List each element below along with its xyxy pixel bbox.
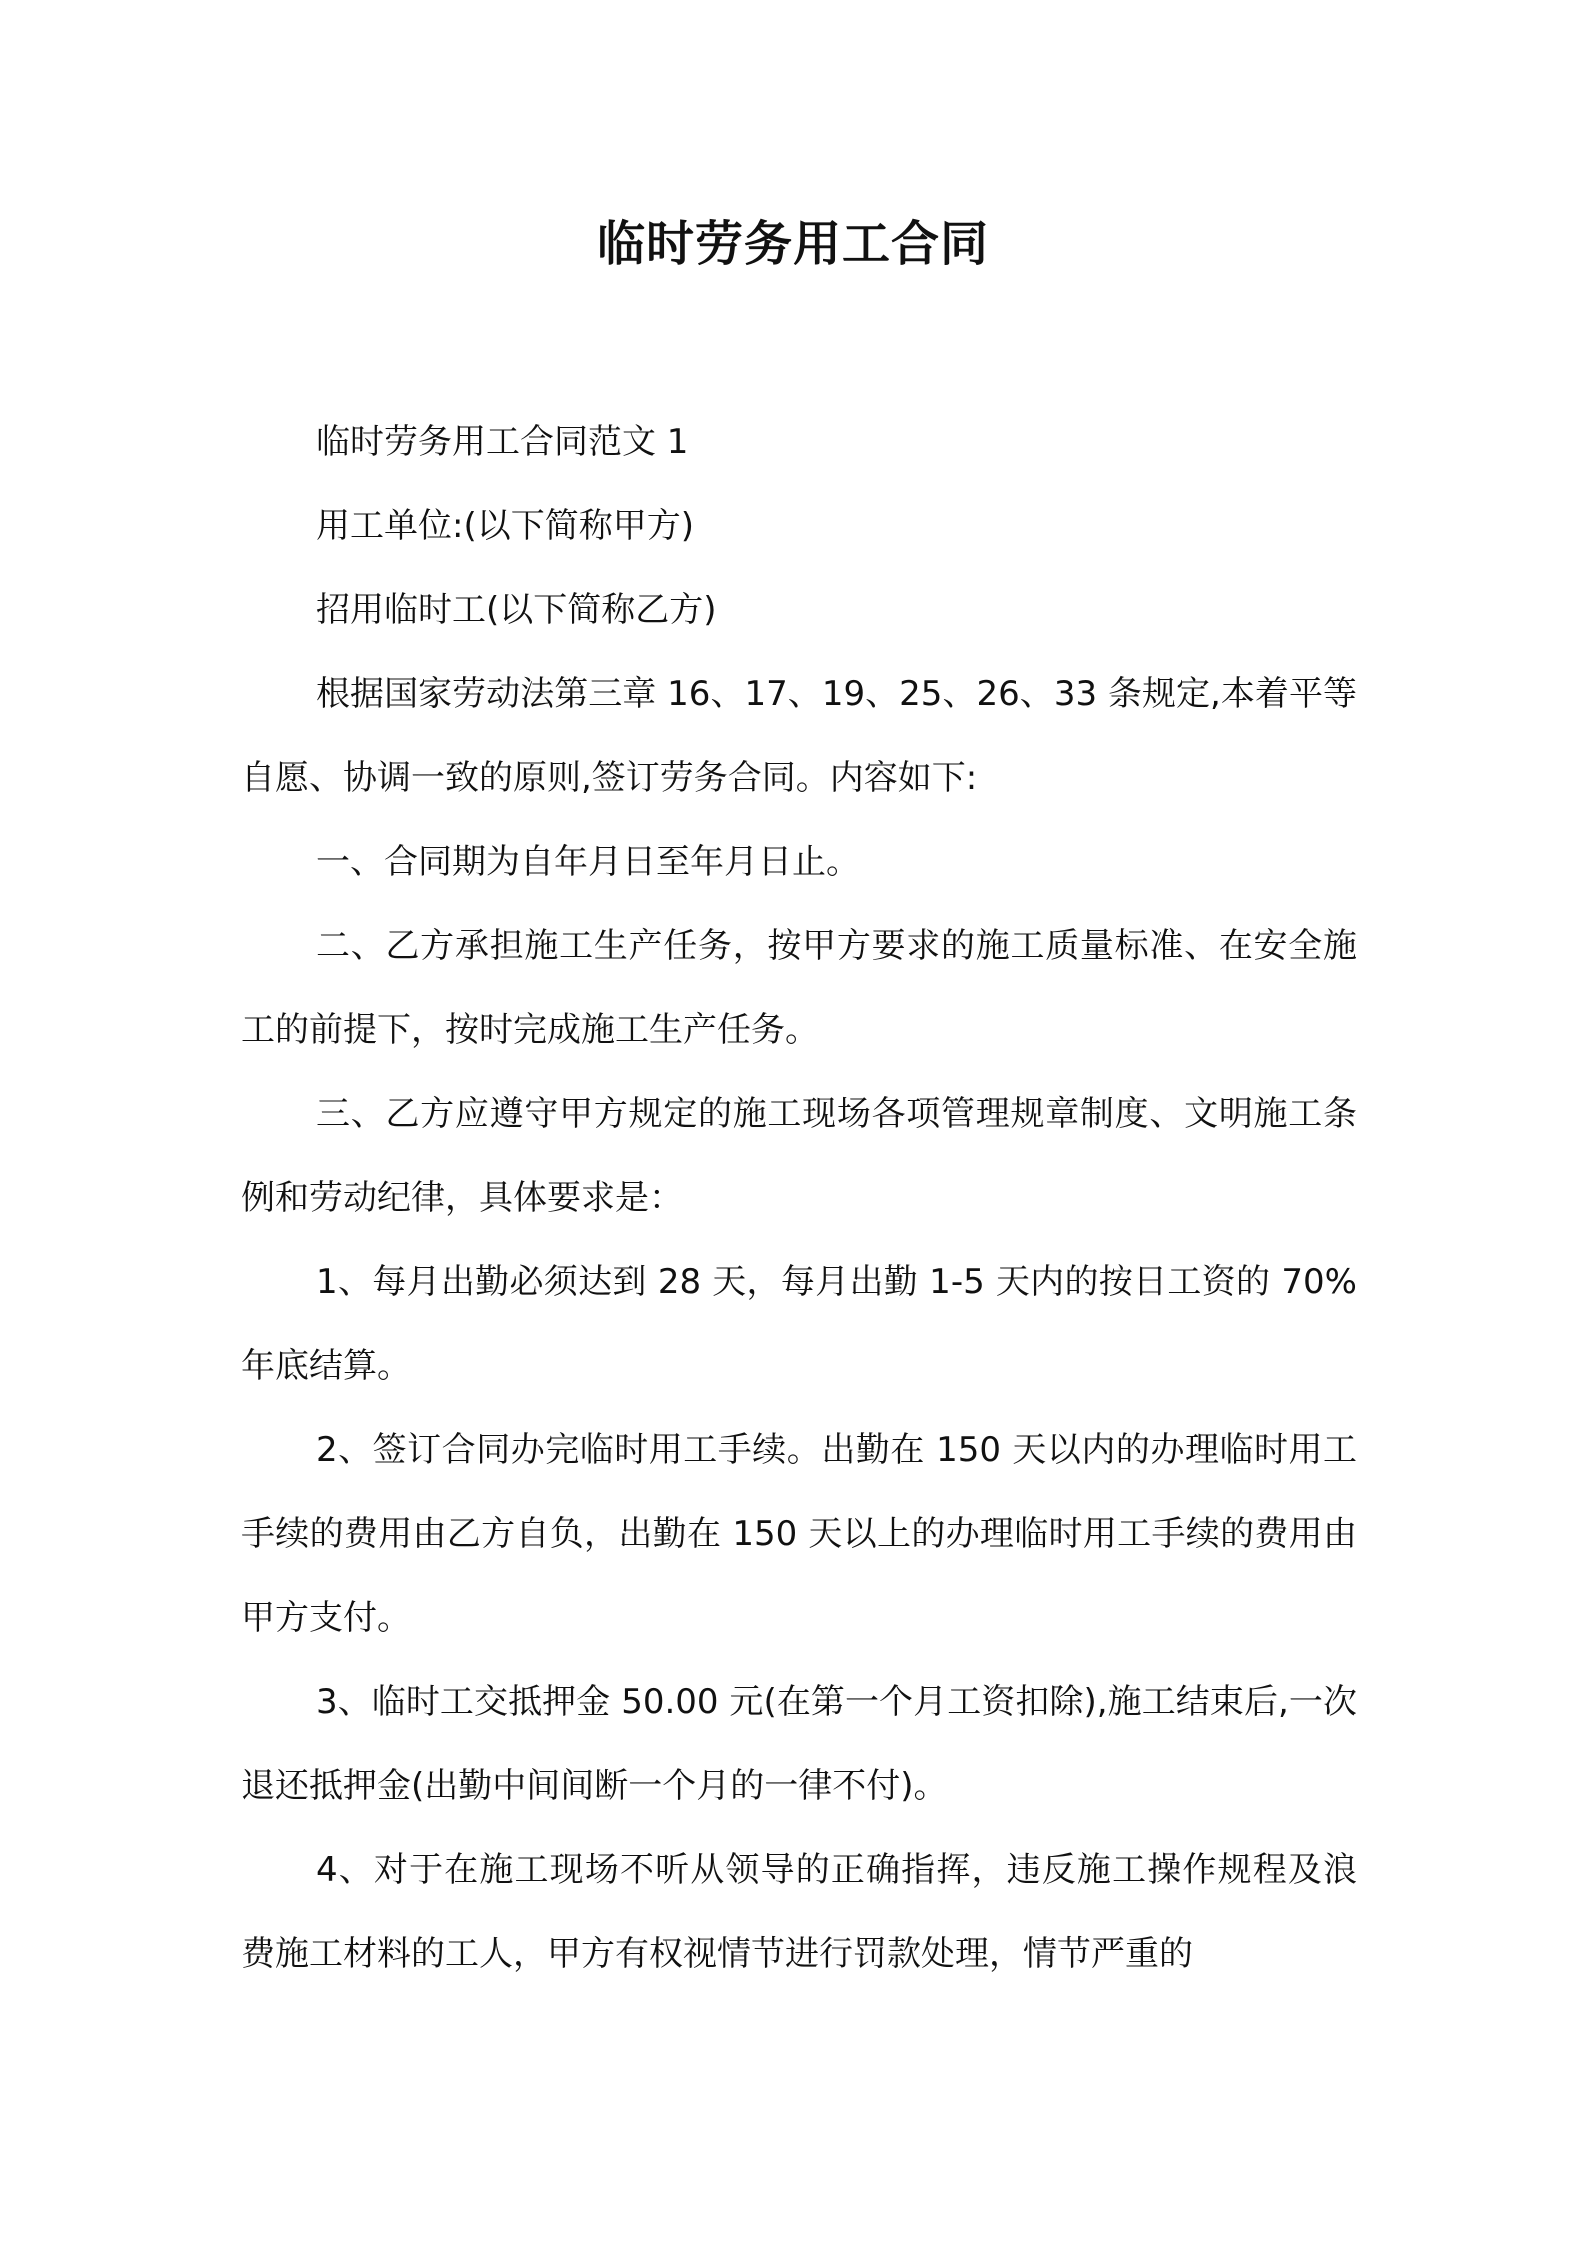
paragraph-4: 根据国家劳动法第三章 16、17、19、25、26、33 条规定,本着平等自愿、协调一致的原则,签订劳务合同。内容如下: <box>241 674 1357 798</box>
paragraph-10: 3、临时工交抵押金 50.00 元(在第一个月工资扣除),施工结束后,一次退还抵押金(出勤中间间断一个月的一律不付)。 <box>241 1682 1357 1806</box>
paragraph-8: 1、每月出勤必须达到 28 天，每月出勤 1-5 天内的按日工资的 70%年底结算。 <box>241 1262 1357 1386</box>
paragraph-3: 招用临时工(以下简称乙方) <box>316 590 717 630</box>
paragraph-2: 用工单位:(以下简称甲方) <box>316 506 694 546</box>
paragraph-1: 临时劳务用工合同范文 1 <box>316 422 689 462</box>
document-title: 临时劳务用工合同 <box>596 216 989 272</box>
paragraph-6: 二、乙方承担施工生产任务，按甲方要求的施工质量标准、在安全施工的前提下，按时完成施工生产任务。 <box>241 926 1357 1050</box>
paragraph-7: 三、乙方应遵守甲方规定的施工现场各项管理规章制度、文明施工条例和劳动纪律，具体要求是： <box>241 1094 1357 1218</box>
paragraph-5: 一、合同期为自年月日至年月日止。 <box>316 842 860 882</box>
document-body <box>241 400 1357 1996</box>
paragraph-11: 4、对于在施工现场不听从领导的正确指挥，违反施工操作规程及浪费施工材料的工人，甲方有权视情节进行罚款处理，情节严重的 <box>241 1850 1357 1974</box>
paragraph-9: 2、签订合同办完临时用工手续。出勤在 150 天以内的办理临时用工手续的费用由乙方自负，出勤在 150 天以上的办理临时用工手续的费用由甲方支付。 <box>241 1430 1357 1638</box>
